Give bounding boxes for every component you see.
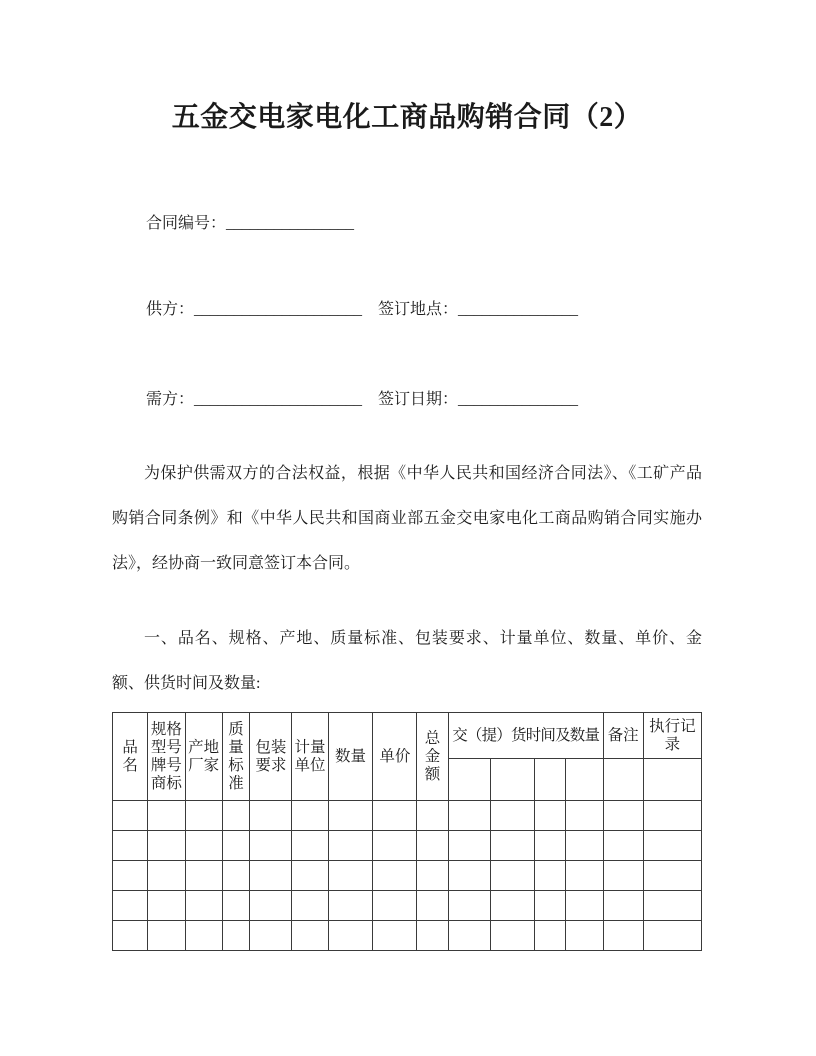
table-cell xyxy=(113,801,148,831)
table-cell xyxy=(643,861,701,891)
table-cell xyxy=(490,861,534,891)
table-cell xyxy=(534,921,565,951)
table-cell xyxy=(113,861,148,891)
contract-number-blank: ________________ xyxy=(226,215,355,232)
table-cell xyxy=(148,921,185,951)
table-cell xyxy=(148,831,185,861)
table-row xyxy=(113,891,702,921)
table-row xyxy=(113,801,702,831)
table-cell xyxy=(373,801,417,831)
col-header-execution-record: 执行记录 xyxy=(643,713,701,759)
col-header-unit-of-measure: 计量单位 xyxy=(292,713,328,801)
sign-date-field xyxy=(378,391,578,408)
table-cell xyxy=(448,921,490,951)
table-cell xyxy=(490,891,534,921)
table-cell xyxy=(292,861,328,891)
supplier-line xyxy=(112,299,702,321)
table-cell xyxy=(448,891,490,921)
table-cell xyxy=(417,861,448,891)
table-cell xyxy=(148,861,185,891)
col-header-packaging-requirements: 包装要求 xyxy=(250,713,292,801)
col-header-quantity: 数量 xyxy=(328,713,373,801)
table-cell xyxy=(185,891,222,921)
col-header-total-amount: 总金额 xyxy=(417,713,448,801)
sign-date-blank: _______________ xyxy=(458,391,579,408)
supplier-blank: _____________________ xyxy=(194,301,363,318)
table-cell xyxy=(328,831,373,861)
table-cell xyxy=(292,831,328,861)
delivery-subcolumn-cell xyxy=(490,759,534,801)
delivery-subcolumn-cell xyxy=(534,759,565,801)
remarks-subcell xyxy=(603,759,643,801)
table-cell xyxy=(534,891,565,921)
table-cell xyxy=(565,861,603,891)
execution-record-subcell xyxy=(643,759,701,801)
table-cell xyxy=(292,891,328,921)
supplier-label: 供方： xyxy=(146,301,195,318)
sign-place-label: 签订地点： xyxy=(378,301,459,318)
table-cell xyxy=(417,831,448,861)
sign-date-label: 签订日期： xyxy=(378,391,459,408)
table-cell xyxy=(222,801,250,831)
buyer-blank: _____________________ xyxy=(194,391,363,408)
table-row xyxy=(113,831,702,861)
table-cell xyxy=(373,891,417,921)
table-cell xyxy=(417,921,448,951)
table-cell xyxy=(222,921,250,951)
table-cell xyxy=(643,831,701,861)
table-cell xyxy=(603,921,643,951)
col-header-origin-manufacturer: 产地厂家 xyxy=(185,713,222,801)
table-cell xyxy=(222,831,250,861)
table-cell xyxy=(373,861,417,891)
document-title: 五金交电家电化工商品购销合同（2） xyxy=(171,102,643,133)
table-cell xyxy=(222,891,250,921)
table-cell xyxy=(603,801,643,831)
table-cell xyxy=(292,921,328,951)
table-cell xyxy=(490,921,534,951)
table-cell xyxy=(603,831,643,861)
table-row xyxy=(113,861,702,891)
table-cell xyxy=(643,891,701,921)
table-cell xyxy=(185,831,222,861)
table-cell xyxy=(250,891,292,921)
table-cell xyxy=(222,861,250,891)
table-cell xyxy=(148,801,185,831)
col-header-quality-standard: 质量标准 xyxy=(222,713,250,801)
table-header-row-1 xyxy=(113,713,702,759)
table-cell xyxy=(185,801,222,831)
table-cell xyxy=(448,801,490,831)
col-header-spec-model-brand: 规格型号牌号商标 xyxy=(148,713,185,801)
table-cell xyxy=(292,801,328,831)
buyer-label: 需方： xyxy=(146,391,195,408)
table-cell xyxy=(603,891,643,921)
table-cell xyxy=(490,801,534,831)
table-row xyxy=(113,921,702,951)
table-cell xyxy=(328,891,373,921)
col-header-remarks: 备注 xyxy=(603,713,643,759)
delivery-subcolumn-cell xyxy=(565,759,603,801)
table-cell xyxy=(565,891,603,921)
table-cell xyxy=(534,801,565,831)
section-one-heading: 一、品名、规格、产地、质量标准、包装要求、计量单位、数量、单价、金额、供货时间及数量: xyxy=(112,630,702,692)
table-cell xyxy=(250,801,292,831)
table-cell xyxy=(417,801,448,831)
table-cell xyxy=(113,831,148,861)
table-cell xyxy=(250,861,292,891)
delivery-subcolumn-cell xyxy=(448,759,490,801)
table-cell xyxy=(185,921,222,951)
table-cell xyxy=(148,891,185,921)
table-cell xyxy=(185,861,222,891)
table-cell xyxy=(565,921,603,951)
col-header-delivery-time-quantity: 交（提）货时间及数量 xyxy=(448,713,603,759)
buyer-line xyxy=(112,389,702,411)
table-cell xyxy=(113,921,148,951)
contract-number-line xyxy=(112,213,702,235)
table-cell xyxy=(603,861,643,891)
table-cell xyxy=(565,831,603,861)
table-cell xyxy=(534,831,565,861)
table-cell xyxy=(643,921,701,951)
contract-number-label: 合同编号： xyxy=(146,215,227,232)
table-cell xyxy=(113,891,148,921)
table-cell xyxy=(373,831,417,861)
table-cell xyxy=(250,921,292,951)
table-cell xyxy=(373,921,417,951)
sign-place-field xyxy=(378,301,578,318)
table-cell xyxy=(328,801,373,831)
table-cell xyxy=(534,861,565,891)
table-cell xyxy=(328,921,373,951)
table-cell xyxy=(328,861,373,891)
col-header-unit-price: 单价 xyxy=(373,713,417,801)
preamble-paragraph: 为保护供需双方的合法权益，根据《中华人民共和国经济合同法》、《工矿产品购销合同条例》和《中华人民共和国商业部五金交电家电化工商品购销合同实施办法》，经协商一致同意签订本合同。 xyxy=(112,465,702,572)
table-cell xyxy=(448,861,490,891)
table-cell xyxy=(565,801,603,831)
col-header-product-name: 品名 xyxy=(113,713,148,801)
table-cell xyxy=(250,831,292,861)
goods-table xyxy=(112,712,702,951)
sign-place-blank: _______________ xyxy=(458,301,579,318)
table-cell xyxy=(448,831,490,861)
table-cell xyxy=(417,891,448,921)
table-cell xyxy=(490,831,534,861)
goods-table-body xyxy=(113,801,702,951)
table-cell xyxy=(643,801,701,831)
